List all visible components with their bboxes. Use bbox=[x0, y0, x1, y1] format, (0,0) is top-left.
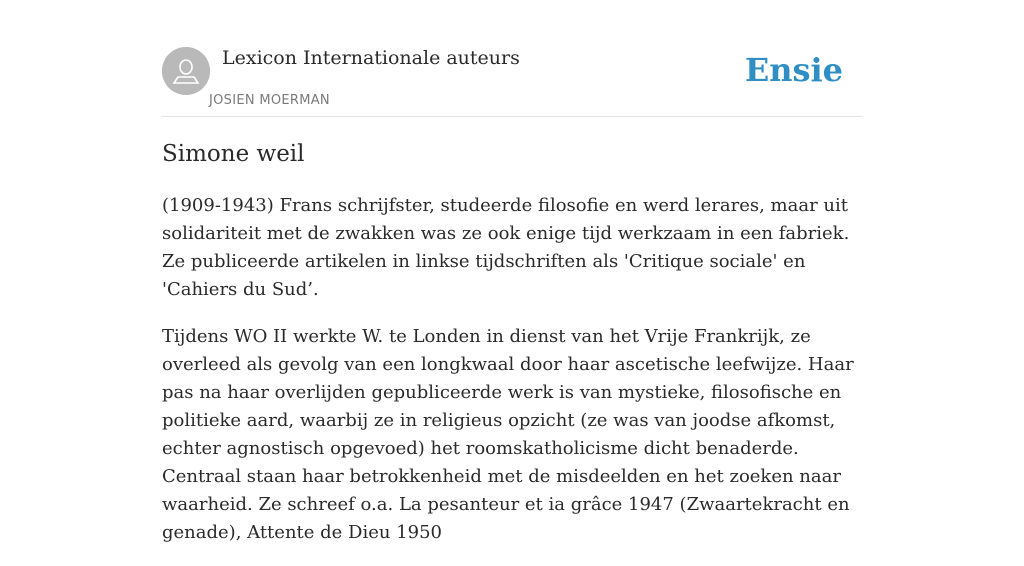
header bbox=[162, 46, 862, 117]
article-title: Simone weil bbox=[162, 141, 305, 167]
author-name[interactable]: JOSIEN MOERMAN bbox=[209, 93, 330, 108]
article-body bbox=[162, 192, 862, 566]
brand-logo[interactable]: Ensie bbox=[744, 51, 843, 89]
book-title-link[interactable]: Lexicon Internationale auteurs bbox=[222, 47, 520, 69]
paragraph: (1909-1943) Frans schrijfster, studeerde filosofie en werd lerares, maar uit solidariteit met de zwakken was ze ook enige tijd werkzaam in een fabriek. Ze publiceerde artikelen in linkse tijdschriften als 'Critique sociale' en 'Cahiers du Sud’. bbox=[162, 195, 850, 300]
paragraph: Tijdens WO II werkte W. te Londen in dienst van het Vrije Frankrijk, ze overleed als gevolg van een longkwaal door haar ascetische leefwijze. Haar pas na haar overlijden gepubliceerde werk is van mystieke, filosofische en politieke aard, waarbij ze in religieus opzicht (ze was van joodse afkomst, echter agnostisch opgevoed) het roomskatholicisme dicht benaderde. Centraal staan haar betrokkenheid met de misdeelden en het zoeken naar waarheid. Ze schreef o.a. La pesanteur et ia grâce 1947 (Zwaartekracht en genade), Attente de Dieu 1950 bbox=[162, 326, 854, 543]
user-avatar-icon[interactable] bbox=[162, 47, 210, 95]
